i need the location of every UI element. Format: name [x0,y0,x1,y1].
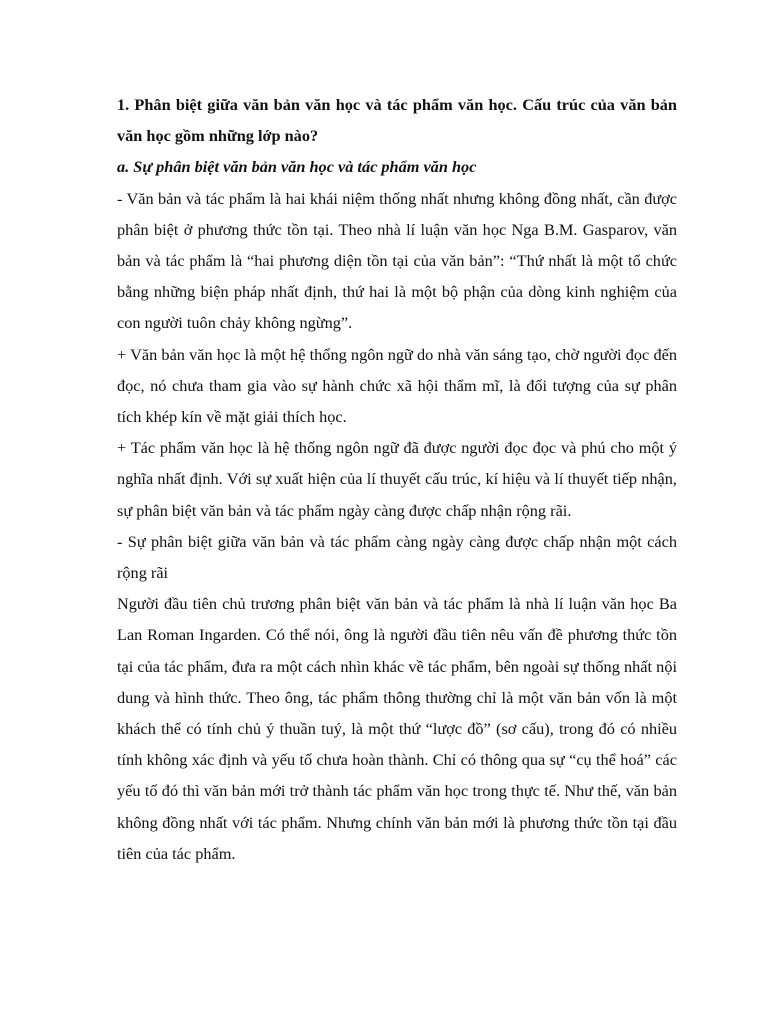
paragraph-literary-work: + Tác phẩm văn học là hệ thống ngôn ngữ đã được người đọc đọc và phú cho một ý nghĩa nhất định. Với sự xuất hiện của lí thuyết cấu trúc, kí hiệu và lí thuyết tiếp nhận, sự phân biệt văn bản và tác phẩm ngày càng được chấp nhận rộng rãi. [117,438,677,520]
paragraph-literary-text: + Văn bản văn học là một hệ thống ngôn ngữ do nhà văn sáng tạo, chờ người đọc đến đọc, nó chưa tham gia vào sự hành chức xã hội thẩm mĩ, là đối tượng của sự phân tích khép kín về mặt giải thích học. [117,344,677,427]
paragraph-definition: - Văn bản và tác phẩm là hai khái niệm thống nhất nhưng không đồng nhất, cần được phân biệt ở phương thức tồn tại. Theo nhà lí luận văn học Nga B.M. Gasparov, văn bản và tác phẩm là “hai phương diện tồn tại của văn bản”: “Thứ nhất là một tổ chức bằng những biện pháp nhất định, thứ hai là một bộ phận của dòng kinh nghiệm của con người tuôn chảy không ngừng”. [117,188,677,333]
paragraph-ingarden: Người đầu tiên chủ trương phân biệt văn bản và tác phẩm là nhà lí luận văn học Ba Lan Roman Ingarden. Có thể nói, ông là người đầu tiên nêu vấn đề phương thức tồn tại của tác phẩm, đưa ra một cách nhìn khác về tác phẩm, bên ngoài sự thống nhất nội dung và hình thức. Theo ông, tác phẩm thông thường chỉ là một văn bản vốn là một khách thể có tính chủ ý thuần tuý, là một thứ “lược đồ” (sơ cấu), trong đó có nhiều tính không xác định và yếu tố chưa hoàn thành. Chỉ có thông qua sự “cụ thể hoá” các yếu tố đó thì văn bản mới trở thành tác phẩm văn học trong thực tế. Như thế, văn bản không đồng nhất với tác phẩm. Nhưng chính văn bản mới là phương thức tồn tại đầu tiên của tác phẩm. [117,594,677,863]
section-heading: 1. Phân biệt giữa văn bản văn học và tác phẩm văn học. Cấu trúc của văn bản văn học gồm những lớp nào? [117,95,677,146]
paragraph-distinction: - Sự phân biệt giữa văn bản và tác phẩm càng ngày càng được chấp nhận một cách rộng rãi [117,531,677,583]
document-body [117,89,677,869]
subsection-heading: a. Sự phân biệt văn bản văn học và tác phẩm văn học [117,157,477,177]
